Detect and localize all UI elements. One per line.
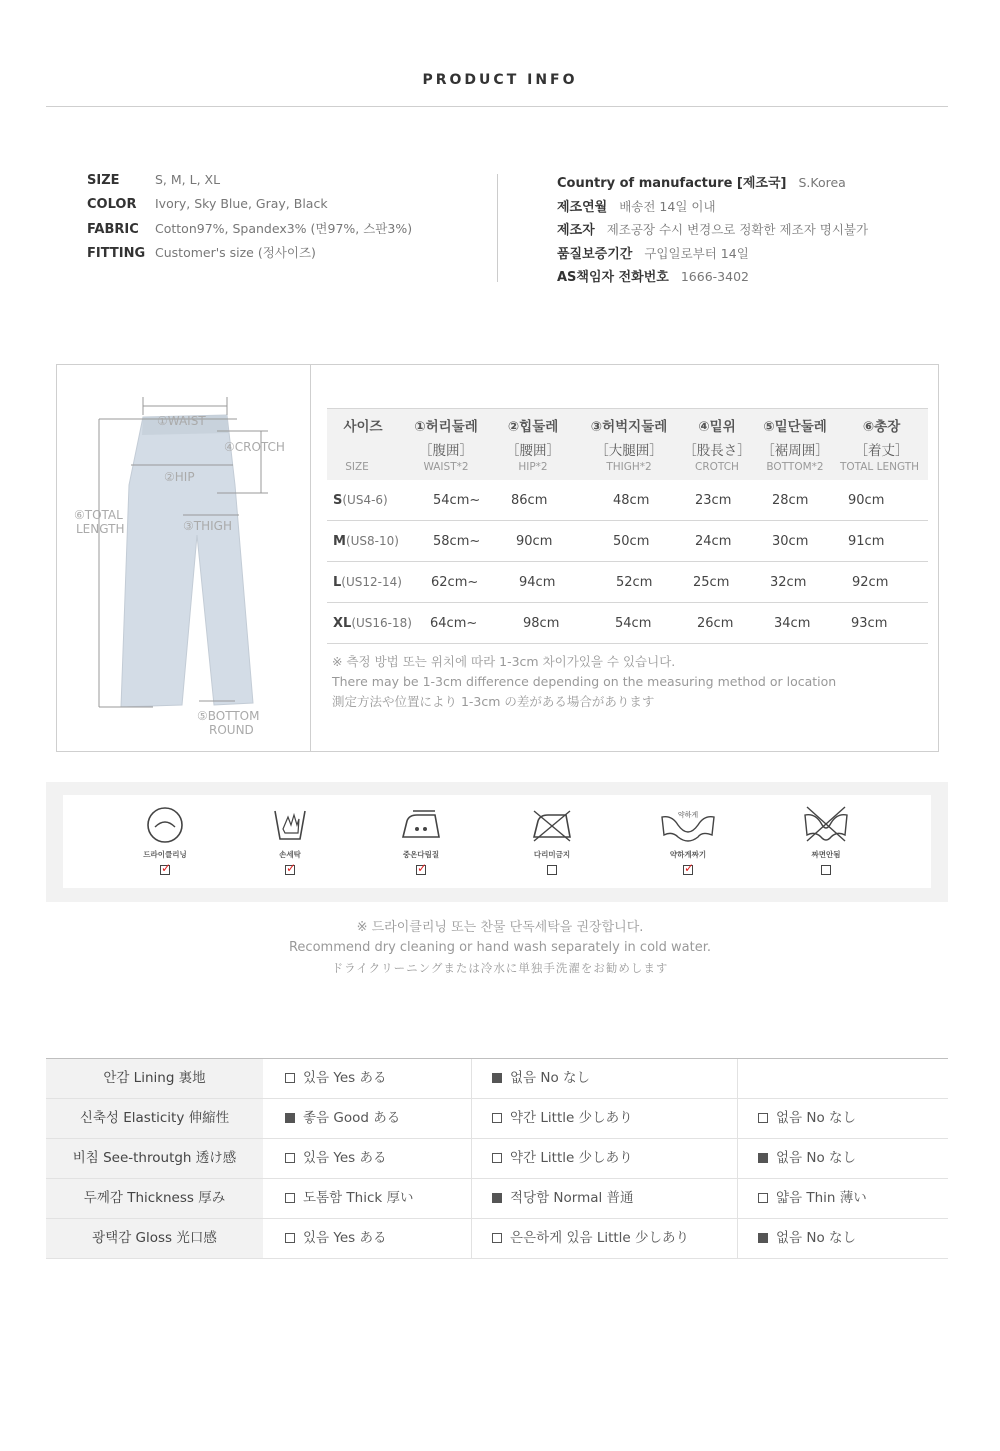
- care-item-dry-clean: [125, 805, 205, 879]
- property-row-gloss: [46, 1219, 948, 1259]
- care-icons-row: [63, 795, 931, 888]
- header-thigh-en: THIGH*2: [606, 461, 652, 473]
- care-instructions-panel: [46, 782, 948, 902]
- size-row-xl: [327, 603, 928, 644]
- crotch-label: ④CROTCH: [224, 440, 285, 454]
- checkbox-icon: [758, 1233, 768, 1243]
- size-note-ja: 測定方法や位置により 1-3cm の差がある場合があります: [332, 694, 655, 709]
- header-waist-en: WAIST*2: [423, 461, 469, 473]
- size-table: [327, 408, 928, 644]
- checkbox-icon: [492, 1073, 502, 1083]
- mfg-row-date: [557, 196, 868, 220]
- manufacture-info-list: [557, 172, 868, 290]
- size-label: M(US8-10): [333, 534, 399, 549]
- page-title: PRODUCT INFO: [422, 72, 578, 88]
- property-option: 약간 Little 少しあり: [470, 1139, 633, 1178]
- mfg-value: 구입일로부터 14일: [644, 245, 749, 261]
- mfg-row-as-phone: [557, 266, 868, 290]
- checkbox-icon: [285, 1113, 295, 1123]
- checkbox-icon: [758, 1153, 768, 1163]
- total-cell: 91cm: [848, 534, 885, 549]
- care-note-ko: ※ 드라이클리닝 또는 찬물 단독세탁을 권장합니다.: [356, 920, 644, 935]
- size-label: L(US12-14): [333, 575, 402, 590]
- header-waist: [405, 415, 487, 459]
- mfg-row-warranty: [557, 243, 868, 267]
- spec-value: S, M, L, XL: [155, 172, 221, 187]
- header-thigh: [577, 415, 681, 459]
- property-option: 좋음 Good ある: [263, 1099, 400, 1138]
- header-bottom: [755, 415, 835, 459]
- no-iron-icon: [530, 805, 574, 843]
- thigh-cell: 48cm: [613, 493, 650, 508]
- property-option: 있음 Yes ある: [263, 1139, 386, 1178]
- header-total: [835, 415, 928, 459]
- property-option: 없음 No なし: [736, 1219, 856, 1258]
- checkbox-icon: [758, 1113, 768, 1123]
- care-note-en: Recommend dry cleaning or hand wash separately in cold water.: [288, 940, 711, 955]
- care-caption: 다리미금지: [533, 850, 571, 859]
- svg-text:약하게: 약하게: [677, 811, 699, 819]
- hip-cell: 94cm: [519, 575, 556, 590]
- gentle-wring-icon: [658, 805, 718, 843]
- size-label: S(US4-6): [333, 493, 388, 508]
- mfg-value: 배송전 14일 이내: [619, 198, 716, 214]
- care-caption: 드라이클리닝: [143, 850, 187, 859]
- mfg-key: 품질보증기간: [557, 246, 633, 262]
- care-checkbox: [683, 865, 693, 875]
- bottom-round-label: ⑤BOTTOM: [197, 709, 260, 723]
- header-han: ［腰囲］: [506, 443, 560, 459]
- header-crotch: [681, 415, 753, 459]
- care-checkbox: [821, 865, 831, 875]
- checkbox-icon: [285, 1073, 295, 1083]
- care-caption: 중온다림질: [402, 850, 440, 859]
- size-row-m: [327, 521, 928, 562]
- bottom-cell: 32cm: [770, 575, 807, 590]
- care-checkbox: [547, 865, 557, 875]
- property-option: 있음 Yes ある: [263, 1219, 386, 1258]
- header-ko: ③허벅지둘레: [590, 419, 668, 435]
- mfg-key: Country of manufacture [제조국]: [557, 176, 787, 191]
- bottom-round-label-2: ROUND: [209, 723, 254, 737]
- property-option: 없음 No なし: [736, 1099, 856, 1138]
- header-han: ［着丈］: [854, 443, 909, 459]
- mfg-key: AS책임자 전화번호: [557, 270, 669, 285]
- header-han: ［大腿囲］: [595, 443, 663, 459]
- title-divider: [46, 106, 948, 107]
- column-divider: [737, 1059, 738, 1098]
- spec-row-size: [87, 172, 412, 196]
- hand-wash-icon: [270, 805, 310, 843]
- property-option: 얇음 Thin 薄い: [736, 1179, 867, 1218]
- care-caption: 손세탁: [279, 850, 301, 859]
- header-total-en: TOTAL LENGTH: [839, 461, 920, 473]
- property-row-thickness: [46, 1179, 948, 1219]
- mfg-key: 제조연월: [557, 199, 608, 215]
- mfg-row-maker: [557, 219, 868, 243]
- mfg-row-country: [557, 172, 868, 196]
- crotch-cell: 26cm: [697, 616, 734, 631]
- no-bleach-icon: [801, 805, 851, 843]
- iron-medium-icon: [399, 805, 443, 843]
- header-ko: ②힙둘레: [507, 419, 559, 435]
- property-label: 신축성 Elasticity 伸縮性: [46, 1099, 263, 1138]
- property-option: 도톰함 Thick 厚い: [263, 1179, 414, 1218]
- checkbox-icon: [285, 1193, 295, 1203]
- spec-value: Cotton97%, Spandex3% (면97%, 스판3%): [155, 221, 413, 236]
- spec-key: SIZE: [87, 173, 120, 188]
- care-item-gentle-wring: [648, 805, 728, 879]
- property-label: 두께감 Thickness 厚み: [46, 1179, 263, 1218]
- care-caption: 짜면안됨: [811, 850, 841, 859]
- waist-cell: 54cm~: [433, 493, 481, 508]
- header-ko: 사이즈: [343, 419, 383, 435]
- property-option: 약간 Little 少しあり: [470, 1099, 633, 1138]
- header-ko: ⑥총장: [862, 419, 901, 435]
- property-option: 적당함 Normal 普通: [470, 1179, 634, 1218]
- spec-row-fabric: [87, 219, 412, 243]
- size-note: [332, 652, 836, 712]
- checkbox-icon: [492, 1193, 502, 1203]
- crotch-cell: 23cm: [695, 493, 732, 508]
- checkbox-icon: [492, 1113, 502, 1123]
- hip-cell: 90cm: [516, 534, 553, 549]
- thigh-cell: 50cm: [613, 534, 650, 549]
- spec-row-fitting: [87, 243, 412, 267]
- spec-key: FABRIC: [87, 222, 139, 237]
- header-hip-en: HIP*2: [518, 461, 548, 473]
- care-checkbox: [285, 865, 295, 875]
- bottom-cell: 28cm: [772, 493, 809, 508]
- thigh-label: ③THIGH: [183, 519, 232, 533]
- waist-cell: 58cm~: [433, 534, 481, 549]
- header-hip: [495, 415, 571, 459]
- mfg-value: S.Korea: [798, 175, 846, 190]
- hip-cell: 86cm: [511, 493, 548, 508]
- size-chart-panel: [56, 364, 939, 752]
- header-han: ［腹囲］: [419, 443, 473, 459]
- total-cell: 92cm: [852, 575, 889, 590]
- care-caption: 약하게짜기: [669, 850, 707, 859]
- property-label: 비침 See-throutgh 透け感: [46, 1139, 263, 1178]
- size-row-s: [327, 480, 928, 521]
- property-option: 없음 No なし: [470, 1059, 590, 1098]
- crotch-cell: 24cm: [695, 534, 732, 549]
- pants-measurement-diagram: [57, 365, 310, 751]
- care-checkbox: [160, 865, 170, 875]
- size-label: XL(US16-18): [333, 616, 412, 631]
- size-note-ko: ※ 측정 방법 또는 위치에 따라 1-3cm 차이가있을 수 있습니다.: [332, 654, 676, 669]
- size-row-l: [327, 562, 928, 603]
- info-divider: [497, 174, 498, 282]
- care-item-iron-medium: [381, 805, 461, 879]
- size-panel-divider: [310, 365, 311, 751]
- property-option: 없음 No なし: [736, 1139, 856, 1178]
- property-option: 있음 Yes ある: [263, 1059, 386, 1098]
- product-spec-list: [87, 172, 412, 266]
- mfg-key: 제조자: [557, 223, 595, 238]
- thigh-cell: 54cm: [615, 616, 652, 631]
- waist-cell: 64cm~: [430, 616, 478, 631]
- checkbox-icon: [758, 1193, 768, 1203]
- thigh-cell: 52cm: [616, 575, 653, 590]
- care-item-no-bleach: [786, 805, 866, 879]
- fabric-property-table: [46, 1058, 948, 1259]
- header-bottom-en: BOTTOM*2: [766, 461, 824, 473]
- spec-key: FITTING: [87, 245, 146, 261]
- size-table-header: [327, 408, 928, 480]
- checkbox-icon: [492, 1153, 502, 1163]
- header-ko: ⑤밑단둘레: [763, 419, 827, 435]
- property-label: 안감 Lining 裏地: [46, 1059, 263, 1098]
- waist-label: ①WAIST: [157, 414, 206, 428]
- checkbox-icon: [492, 1233, 502, 1243]
- spec-row-color: [87, 196, 412, 220]
- mfg-value: 제조공장 수시 변경으로 정확한 제조자 명시불가: [606, 222, 869, 237]
- crotch-cell: 25cm: [693, 575, 730, 590]
- header-size: [327, 415, 399, 435]
- dry-clean-icon: [145, 805, 185, 843]
- property-row-elasticity: [46, 1099, 948, 1139]
- care-note: [0, 918, 1000, 978]
- size-note-en: There may be 1-3cm difference depending on the measuring method or location: [332, 674, 837, 689]
- total-length-label-2: LENGTH: [76, 522, 125, 536]
- header-crotch-en: CROTCH: [695, 461, 739, 473]
- checkbox-icon: [285, 1153, 295, 1163]
- header-ko: ①허리둘레: [414, 419, 478, 435]
- total-cell: 90cm: [848, 493, 885, 508]
- property-row-lining: [46, 1059, 948, 1099]
- header-han: ［裾周囲］: [761, 443, 829, 459]
- property-option: 은은하게 있음 Little 少しあり: [470, 1219, 689, 1258]
- care-checkbox: [416, 865, 426, 875]
- care-item-no-iron: [512, 805, 592, 879]
- checkbox-icon: [285, 1233, 295, 1243]
- property-row-see-through: [46, 1139, 948, 1179]
- spec-key: COLOR: [87, 196, 137, 212]
- waist-cell: 62cm~: [431, 575, 479, 590]
- header-han: ［股長さ］: [683, 443, 751, 459]
- total-cell: 93cm: [851, 616, 888, 631]
- hip-cell: 98cm: [523, 616, 560, 631]
- header-size-en: SIZE: [345, 461, 369, 473]
- bottom-cell: 34cm: [774, 616, 811, 631]
- mfg-value: 1666-3402: [680, 269, 749, 284]
- total-length-label: ⑥TOTAL: [74, 508, 123, 522]
- header-ko: ④밑위: [698, 419, 736, 435]
- property-label: 광택감 Gloss 光口感: [46, 1219, 263, 1258]
- care-item-hand-wash: [250, 805, 330, 879]
- hip-label: ②HIP: [164, 470, 195, 484]
- care-note-ja: ドライクリーニングまたは冷水に単独手洗濯をお勧めします: [331, 961, 669, 975]
- spec-value: Customer's size (정사이즈): [155, 244, 316, 260]
- spec-value: Ivory, Sky Blue, Gray, Black: [155, 195, 328, 211]
- bottom-cell: 30cm: [772, 534, 809, 549]
